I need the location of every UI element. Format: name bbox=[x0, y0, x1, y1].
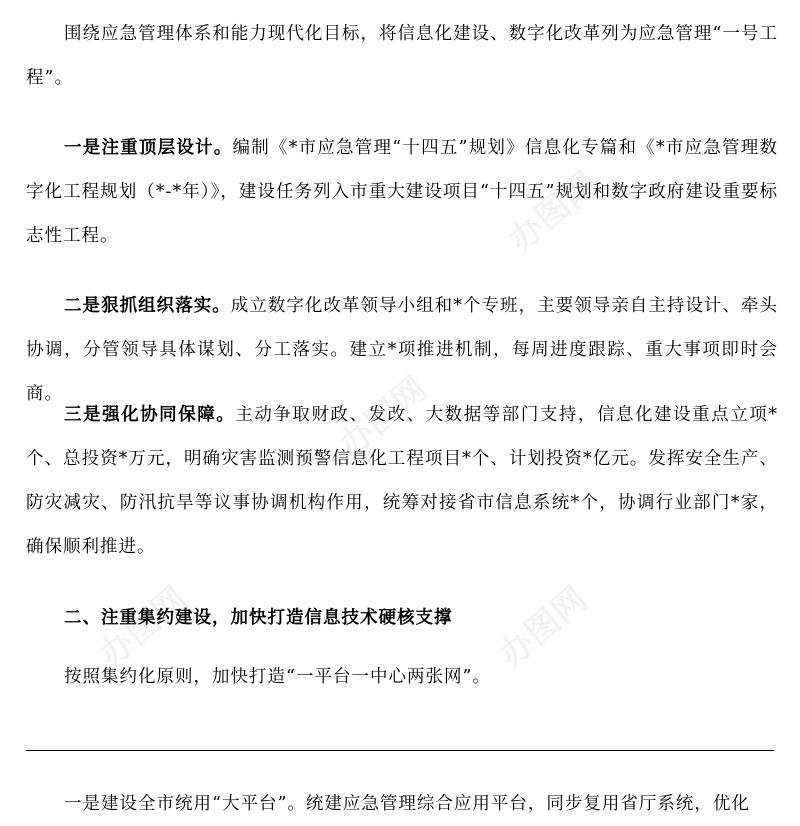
point-one-paragraph bbox=[26, 126, 778, 258]
next-page-cut-line: 一是建设全市统用“大平台”。统建应急管理综合应用平台，同步复用省厅系统，优化 bbox=[64, 794, 750, 814]
page-divider bbox=[26, 750, 774, 751]
watermark: 办图网 bbox=[501, 164, 606, 261]
section-heading: 二、注重集约建设，加快打造信息技术硬核支撑 bbox=[64, 608, 453, 628]
intro-text: 围绕应急管理体系和能力现代化目标，将信息化建设、数字化改革列为应急管理“一号工程”。 bbox=[26, 24, 778, 88]
point-three-lead: 三是强化协同保障。 bbox=[64, 405, 236, 425]
watermark: 办图网 bbox=[331, 369, 436, 466]
point-three-body: 主动争取财政、发改、大数据等部门支持，信息化建设重点立项*个、总投资*万元，明确灾害监测预警信息化工程项目*个、计划投资*亿元。发挥安全生产、防灾减灾、防汛抗旱等议事协调机构作用，统筹对接省市信息系统*个，协调行业部门*家，确保顺利推进。 bbox=[26, 405, 779, 557]
intro-paragraph bbox=[26, 12, 778, 100]
point-one-body: 编制《*市应急管理“十四五”规划》信息化专篇和《*市应急管理数字化工程规划（*-*年）》，建设任务列入市重大建设项目“十四五”规划和数字政府建设重要标志性工程。 bbox=[26, 138, 778, 246]
watermark: 办图网 bbox=[491, 579, 596, 676]
point-one-lead: 一是注重顶层设计。 bbox=[64, 138, 233, 158]
point-two-body: 成立数字化改革领导小组和*个专班，主要领导亲自主持设计、牵头协调，分管领导具体谋划、分工落实。建立*项推进机制，每周进度跟踪、重大事项即时会商。 bbox=[26, 296, 778, 404]
watermark: 办图网 bbox=[91, 579, 196, 676]
section-intro: 按照集约化原则，加快打造“一平台一中心两张网”。 bbox=[64, 667, 491, 687]
point-two-lead: 二是狠抓组织落实。 bbox=[64, 296, 231, 316]
point-three-paragraph bbox=[26, 393, 778, 569]
